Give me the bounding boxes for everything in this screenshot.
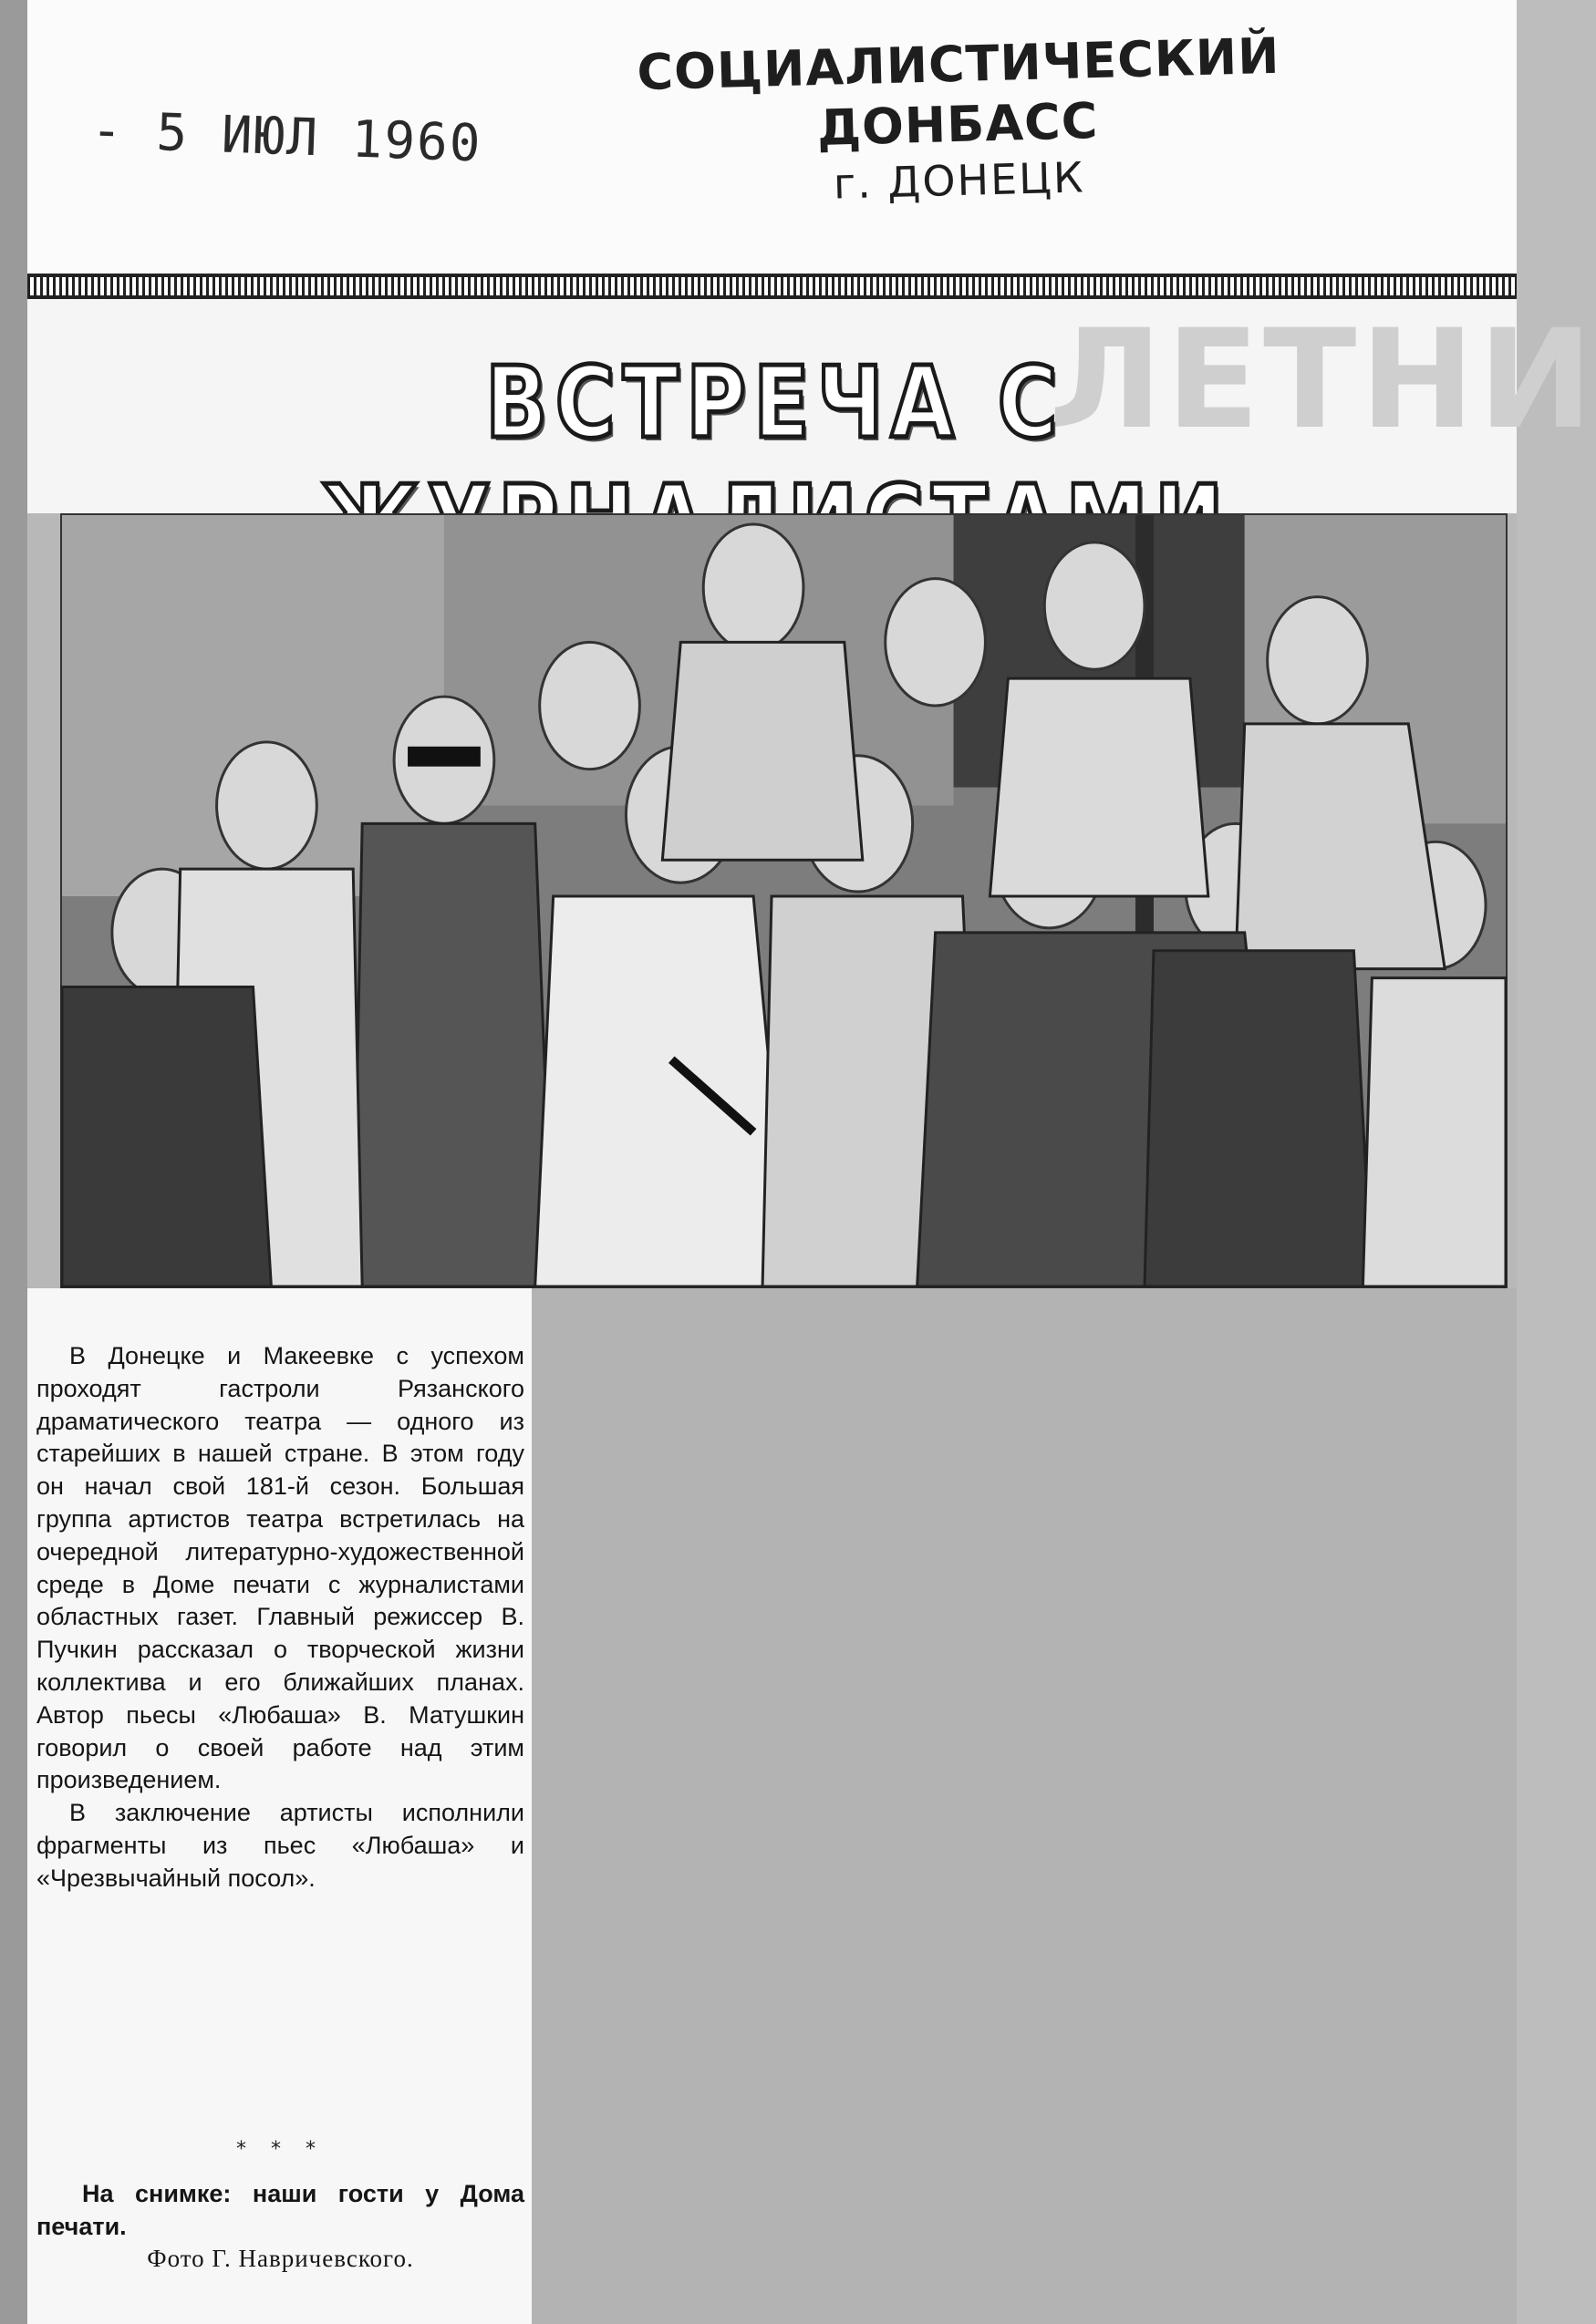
separator-stars: * * * — [236, 2138, 325, 2161]
group-photo — [60, 513, 1508, 1288]
photo-illustration — [62, 515, 1506, 1286]
newspaper-name: СОЦИАЛИСТИЧЕСКИЙ ДОНБАСС — [636, 26, 1281, 158]
photo-caption: На снимке: наши гости у Дома печати. — [36, 2180, 524, 2240]
photo-credit: Фото Г. Навричевского. — [147, 2245, 414, 2272]
newspaper-stamp — [637, 26, 1280, 214]
article-paragraph-2: В заключение артисты исполнили фрагменты из пьес «Любаша» и «Чрезвычайный посол». — [36, 1799, 524, 1892]
article-body — [36, 1340, 524, 1895]
article-paragraph-1: В Донецке и Макеевке с успехом проходят гастроли Рязанского драматического театра — одного из старейших в нашей стране. В этом году он начал свой 181-й сезон. Большая группа артистов театра встретилась на очередной литературно-художественной среде в Доме печати с журналистами областных газет. Главный режиссер В. Пучкин рассказал о творческой жизни коллектива и его ближайших планах. Автор пьесы «Любаша» В. Матушкин говорил о своей работе над этим произведением. — [36, 1342, 524, 1794]
newspaper-city: г. ДОНЕЦК — [833, 152, 1086, 209]
scan-edge — [0, 0, 27, 2324]
blank-area — [532, 1288, 1517, 2324]
date-stamp: - 5 ИЮЛ 1960 — [89, 100, 483, 174]
decorative-border-rule — [27, 274, 1517, 299]
bleed-through-text: ЛЕТНИ — [1049, 301, 1596, 460]
article-headline: ВСТРЕЧА С — [485, 346, 1065, 460]
